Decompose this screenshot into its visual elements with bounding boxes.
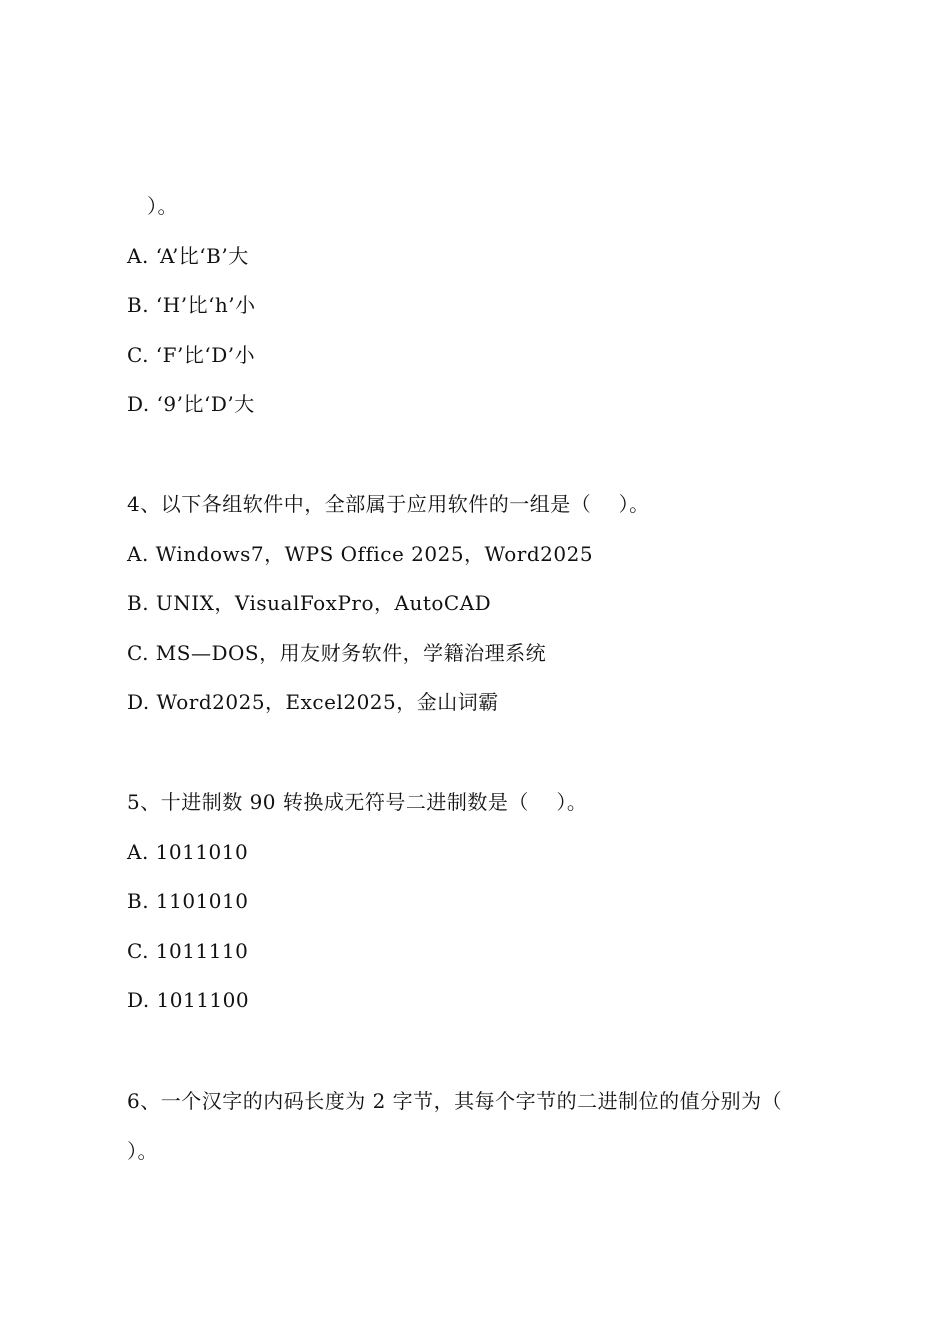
question-3-option-a: A. ‘A’比‘B’大 — [127, 244, 249, 268]
question-5-option-c: C. 1011110 — [127, 939, 249, 963]
question-3-option-b: B. ‘H’比‘h’小 — [127, 293, 256, 317]
question-3-tail: ）。 — [147, 194, 178, 218]
question-3-option-d: D. ‘9’比‘D’大 — [127, 392, 255, 416]
question-4-option-b: B. UNIX，VisualFoxPro，AutoCAD — [127, 591, 492, 615]
question-4-stem: 4、以下各组软件中，全部属于应用软件的一组是（ ）。 — [127, 492, 650, 516]
question-4-option-a: A. Windows7，WPS Office 2025，Word2025 — [127, 542, 594, 566]
question-6-stem: 6、一个汉字的内码长度为 2 字节，其每个字节的二进制位的值分别为（ — [127, 1089, 783, 1113]
question-5-stem: 5、十进制数 90 转换成无符号二进制数是（ ）。 — [127, 790, 588, 814]
question-4-option-c: C. MS—DOS，用友财务软件，学籍治理系统 — [127, 641, 547, 665]
question-3-option-c: C. ‘F’比‘D’小 — [127, 343, 256, 367]
question-5-option-a: A. 1011010 — [127, 840, 249, 864]
question-6-stem-continued: ）。 — [127, 1139, 158, 1163]
question-4-option-d: D. Word2025，Excel2025，金山词霸 — [127, 690, 499, 714]
question-5-option-d: D. 1011100 — [127, 988, 250, 1012]
question-5-option-b: B. 1101010 — [127, 889, 249, 913]
